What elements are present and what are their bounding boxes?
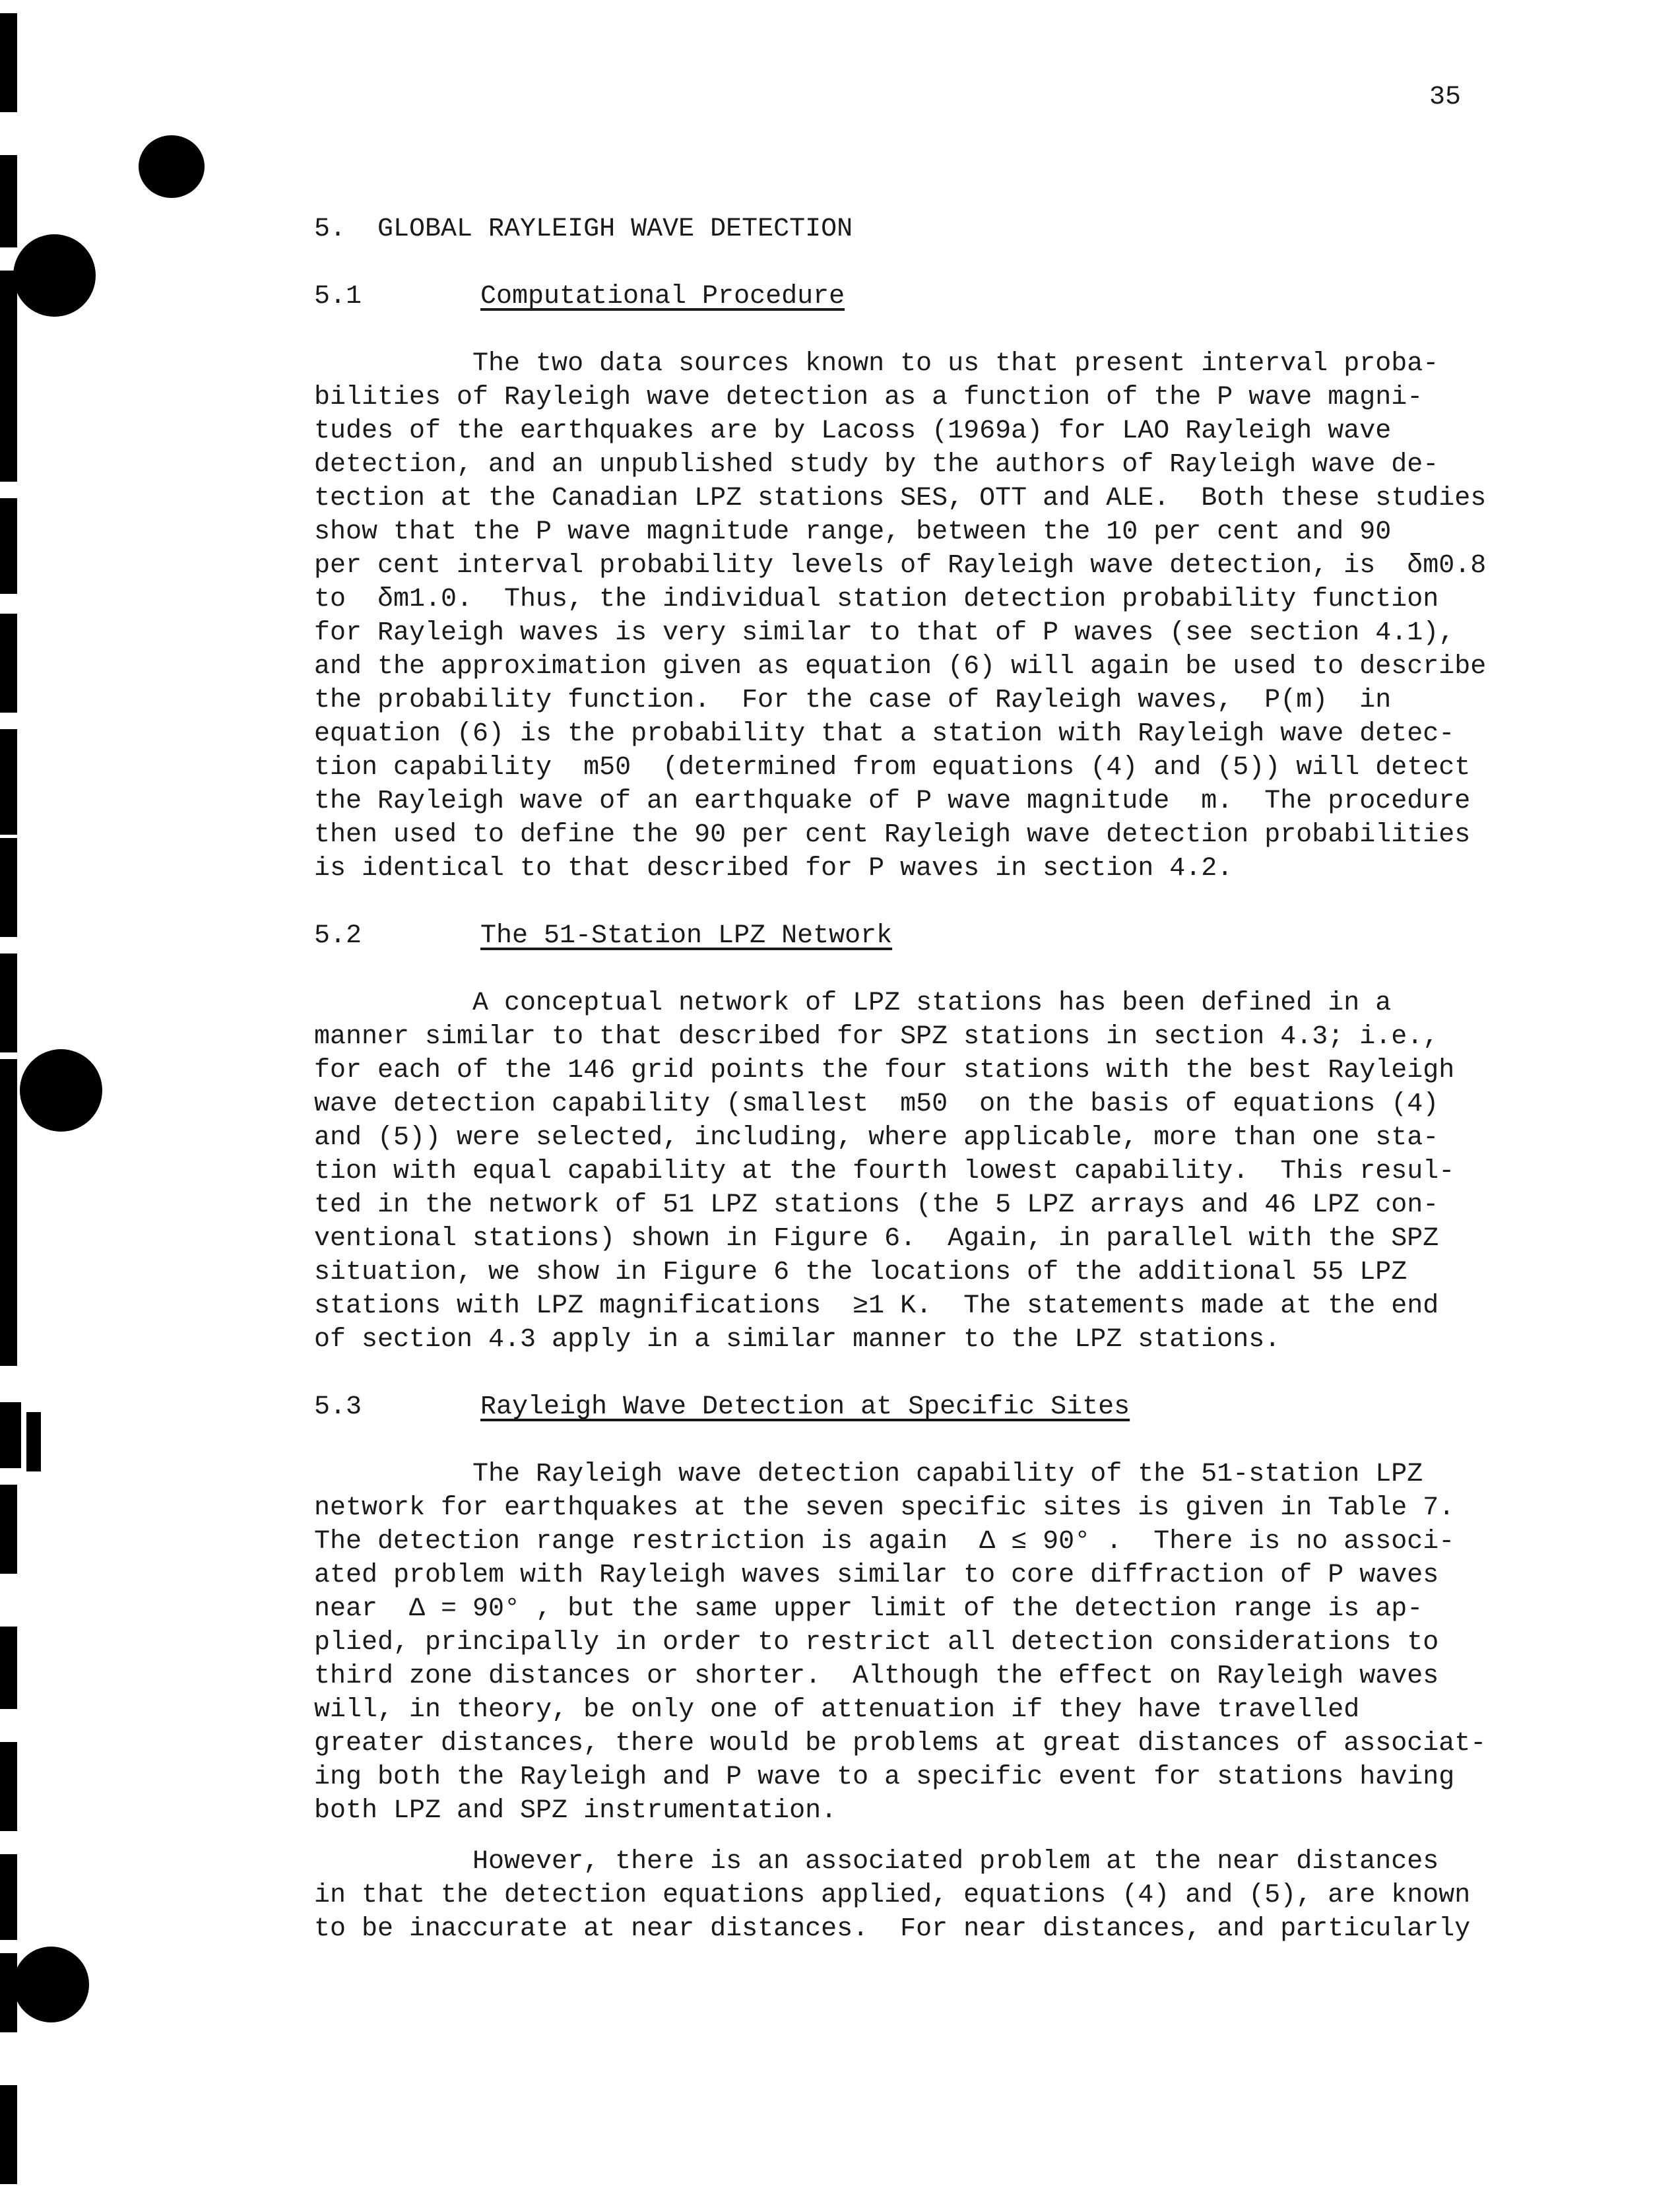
text-line: near Δ = 90° , but the same upper limit of the detection range is ap- — [314, 1594, 1423, 1624]
binder-mark — [0, 729, 17, 835]
text-line: ted in the network of 51 LPZ stations (the 5 LPZ arrays and 46 LPZ con- — [314, 1190, 1439, 1220]
text-line: The two data sources known to us that present interval proba- — [314, 349, 1439, 379]
text-line: situation, we show in Figure 6 the locations of the additional 55 LPZ — [314, 1258, 1407, 1287]
text-line: detection, and an unpublished study by the authors of Rayleigh wave de- — [314, 450, 1439, 480]
binder-mark — [0, 1188, 17, 1287]
binder-mark — [0, 953, 17, 1052]
chapter-heading: 5. GLOBAL RAYLEIGH WAVE DETECTION — [314, 214, 853, 244]
binder-mark — [0, 1485, 17, 1574]
binder-mark — [0, 1854, 17, 1940]
text-line: tion with equal capability at the fourth lowest capability. This resul- — [314, 1157, 1455, 1186]
binder-mark — [26, 1412, 41, 1471]
text-line: and (5)) were selected, including, where applicable, more than one sta- — [314, 1123, 1439, 1153]
binder-mark — [0, 155, 17, 247]
section-heading — [314, 280, 1621, 313]
text-line: wave detection capability (smallest m50 on the basis of equations (4) — [314, 1089, 1439, 1119]
text-line: both LPZ and SPZ instrumentation. — [314, 1796, 837, 1826]
text-line: per cent interval probability levels of Rayleigh wave detection, is δm0.8 — [314, 551, 1487, 581]
section-title: Rayleigh Wave Detection at Specific Sites — [480, 1392, 1130, 1422]
paragraph — [314, 986, 1621, 1357]
section-heading — [314, 1390, 1621, 1424]
section-title: Computational Procedure — [480, 282, 845, 311]
section-number: 5.2 — [314, 921, 362, 951]
section-heading — [314, 919, 1621, 953]
text-line: manner similar to that described for SPZ stations in section 4.3; i.e., — [314, 1022, 1439, 1052]
section-5-1 — [314, 280, 1621, 886]
page-number: 35 — [1429, 82, 1462, 112]
binder-mark — [0, 838, 17, 937]
text-line: the probability function. For the case of Rayleigh waves, P(m) in — [314, 686, 1392, 715]
text-line: However, there is an associated problem at the near distances — [314, 1847, 1439, 1877]
text-line: tudes of the earthquakes are by Lacoss (1969a) for LAO Rayleigh wave — [314, 416, 1392, 446]
binder-mark — [0, 614, 17, 713]
binder-hole — [13, 1947, 89, 2022]
section-5-2 — [314, 919, 1621, 1357]
text-line: bilities of Rayleigh wave detection as a function of the P wave magni- — [314, 383, 1423, 412]
text-line: greater distances, there would be problems at great distances of associat- — [314, 1729, 1487, 1758]
section-number: 5.1 — [314, 282, 362, 311]
text-line: The Rayleigh wave detection capability of the 51-station LPZ — [314, 1460, 1423, 1489]
text-line: ventional stations) shown in Figure 6. Again, in parallel with the SPZ — [314, 1224, 1439, 1254]
text-line: and the approximation given as equation (6) will again be used to describe — [314, 652, 1487, 682]
text-line: equation (6) is the probability that a station with Rayleigh wave detec- — [314, 719, 1455, 749]
text-line: plied, principally in order to restrict all detection considerations to — [314, 1628, 1439, 1658]
text-line: tion capability m50 (determined from equations (4) and (5)) will detect — [314, 753, 1471, 783]
paragraph — [314, 1845, 1621, 1946]
binder-mark — [0, 1287, 17, 1366]
binder-mark — [0, 1402, 21, 1468]
section-number: 5.3 — [314, 1392, 362, 1422]
binder-hole — [139, 135, 205, 198]
text-line: The detection range restriction is again Δ ≤ 90° . There is no associ- — [314, 1527, 1455, 1557]
section-title: The 51-Station LPZ Network — [480, 921, 893, 951]
binder-hole — [20, 1049, 102, 1132]
text-line: for each of the 146 grid points the four stations with the best Rayleigh — [314, 1056, 1455, 1085]
binder-mark — [0, 498, 17, 594]
binder-mark — [0, 13, 17, 112]
text-line: the Rayleigh wave of an earthquake of P wave magnitude m. The procedure — [314, 787, 1471, 816]
text-line: network for earthquakes at the seven specific sites is given in Table 7. — [314, 1493, 1455, 1523]
text-line: ated problem with Rayleigh waves similar to core diffraction of P waves — [314, 1561, 1439, 1590]
text-line: then used to define the 90 per cent Rayleigh wave detection probabilities — [314, 820, 1471, 850]
text-line: A conceptual network of LPZ stations has been defined in a — [314, 988, 1392, 1018]
binder-mark — [0, 1059, 17, 1198]
text-line: in that the detection equations applied, equations (4) and (5), are known — [314, 1881, 1471, 1910]
text-line: of section 4.3 apply in a similar manner to the LPZ stations. — [314, 1325, 1281, 1355]
binder-mark — [0, 2085, 17, 2184]
paragraph — [314, 347, 1621, 886]
text-line: will, in theory, be only one of attenuation if they have travelled — [314, 1695, 1360, 1725]
section-5-3 — [314, 1390, 1621, 1946]
text-line: third zone distances or shorter. Although the effect on Rayleigh waves — [314, 1662, 1439, 1691]
binder-mark — [0, 383, 17, 482]
text-line: show that the P wave magnitude range, between the 10 per cent and 90 — [314, 517, 1392, 547]
text-line: to be inaccurate at near distances. For near distances, and particularly — [314, 1914, 1471, 1944]
binder-mark — [0, 1627, 17, 1709]
binder-hole — [13, 234, 96, 317]
text-line: stations with LPZ magnifications ≥1 K. The statements made at the end — [314, 1291, 1439, 1321]
text-line: for Rayleigh waves is very similar to that of P waves (see section 4.1), — [314, 618, 1455, 648]
text-line: ing both the Rayleigh and P wave to a specific event for stations having — [314, 1762, 1455, 1792]
text-line: tection at the Canadian LPZ stations SES, OTT and ALE. Both these studies — [314, 484, 1487, 513]
paragraph — [314, 1458, 1621, 1828]
text-line: to δm1.0. Thus, the individual station detection probability function — [314, 585, 1439, 614]
document-body — [314, 212, 1621, 1946]
binder-mark — [0, 1742, 17, 1831]
text-line: is identical to that described for P waves in section 4.2. — [314, 854, 1233, 884]
